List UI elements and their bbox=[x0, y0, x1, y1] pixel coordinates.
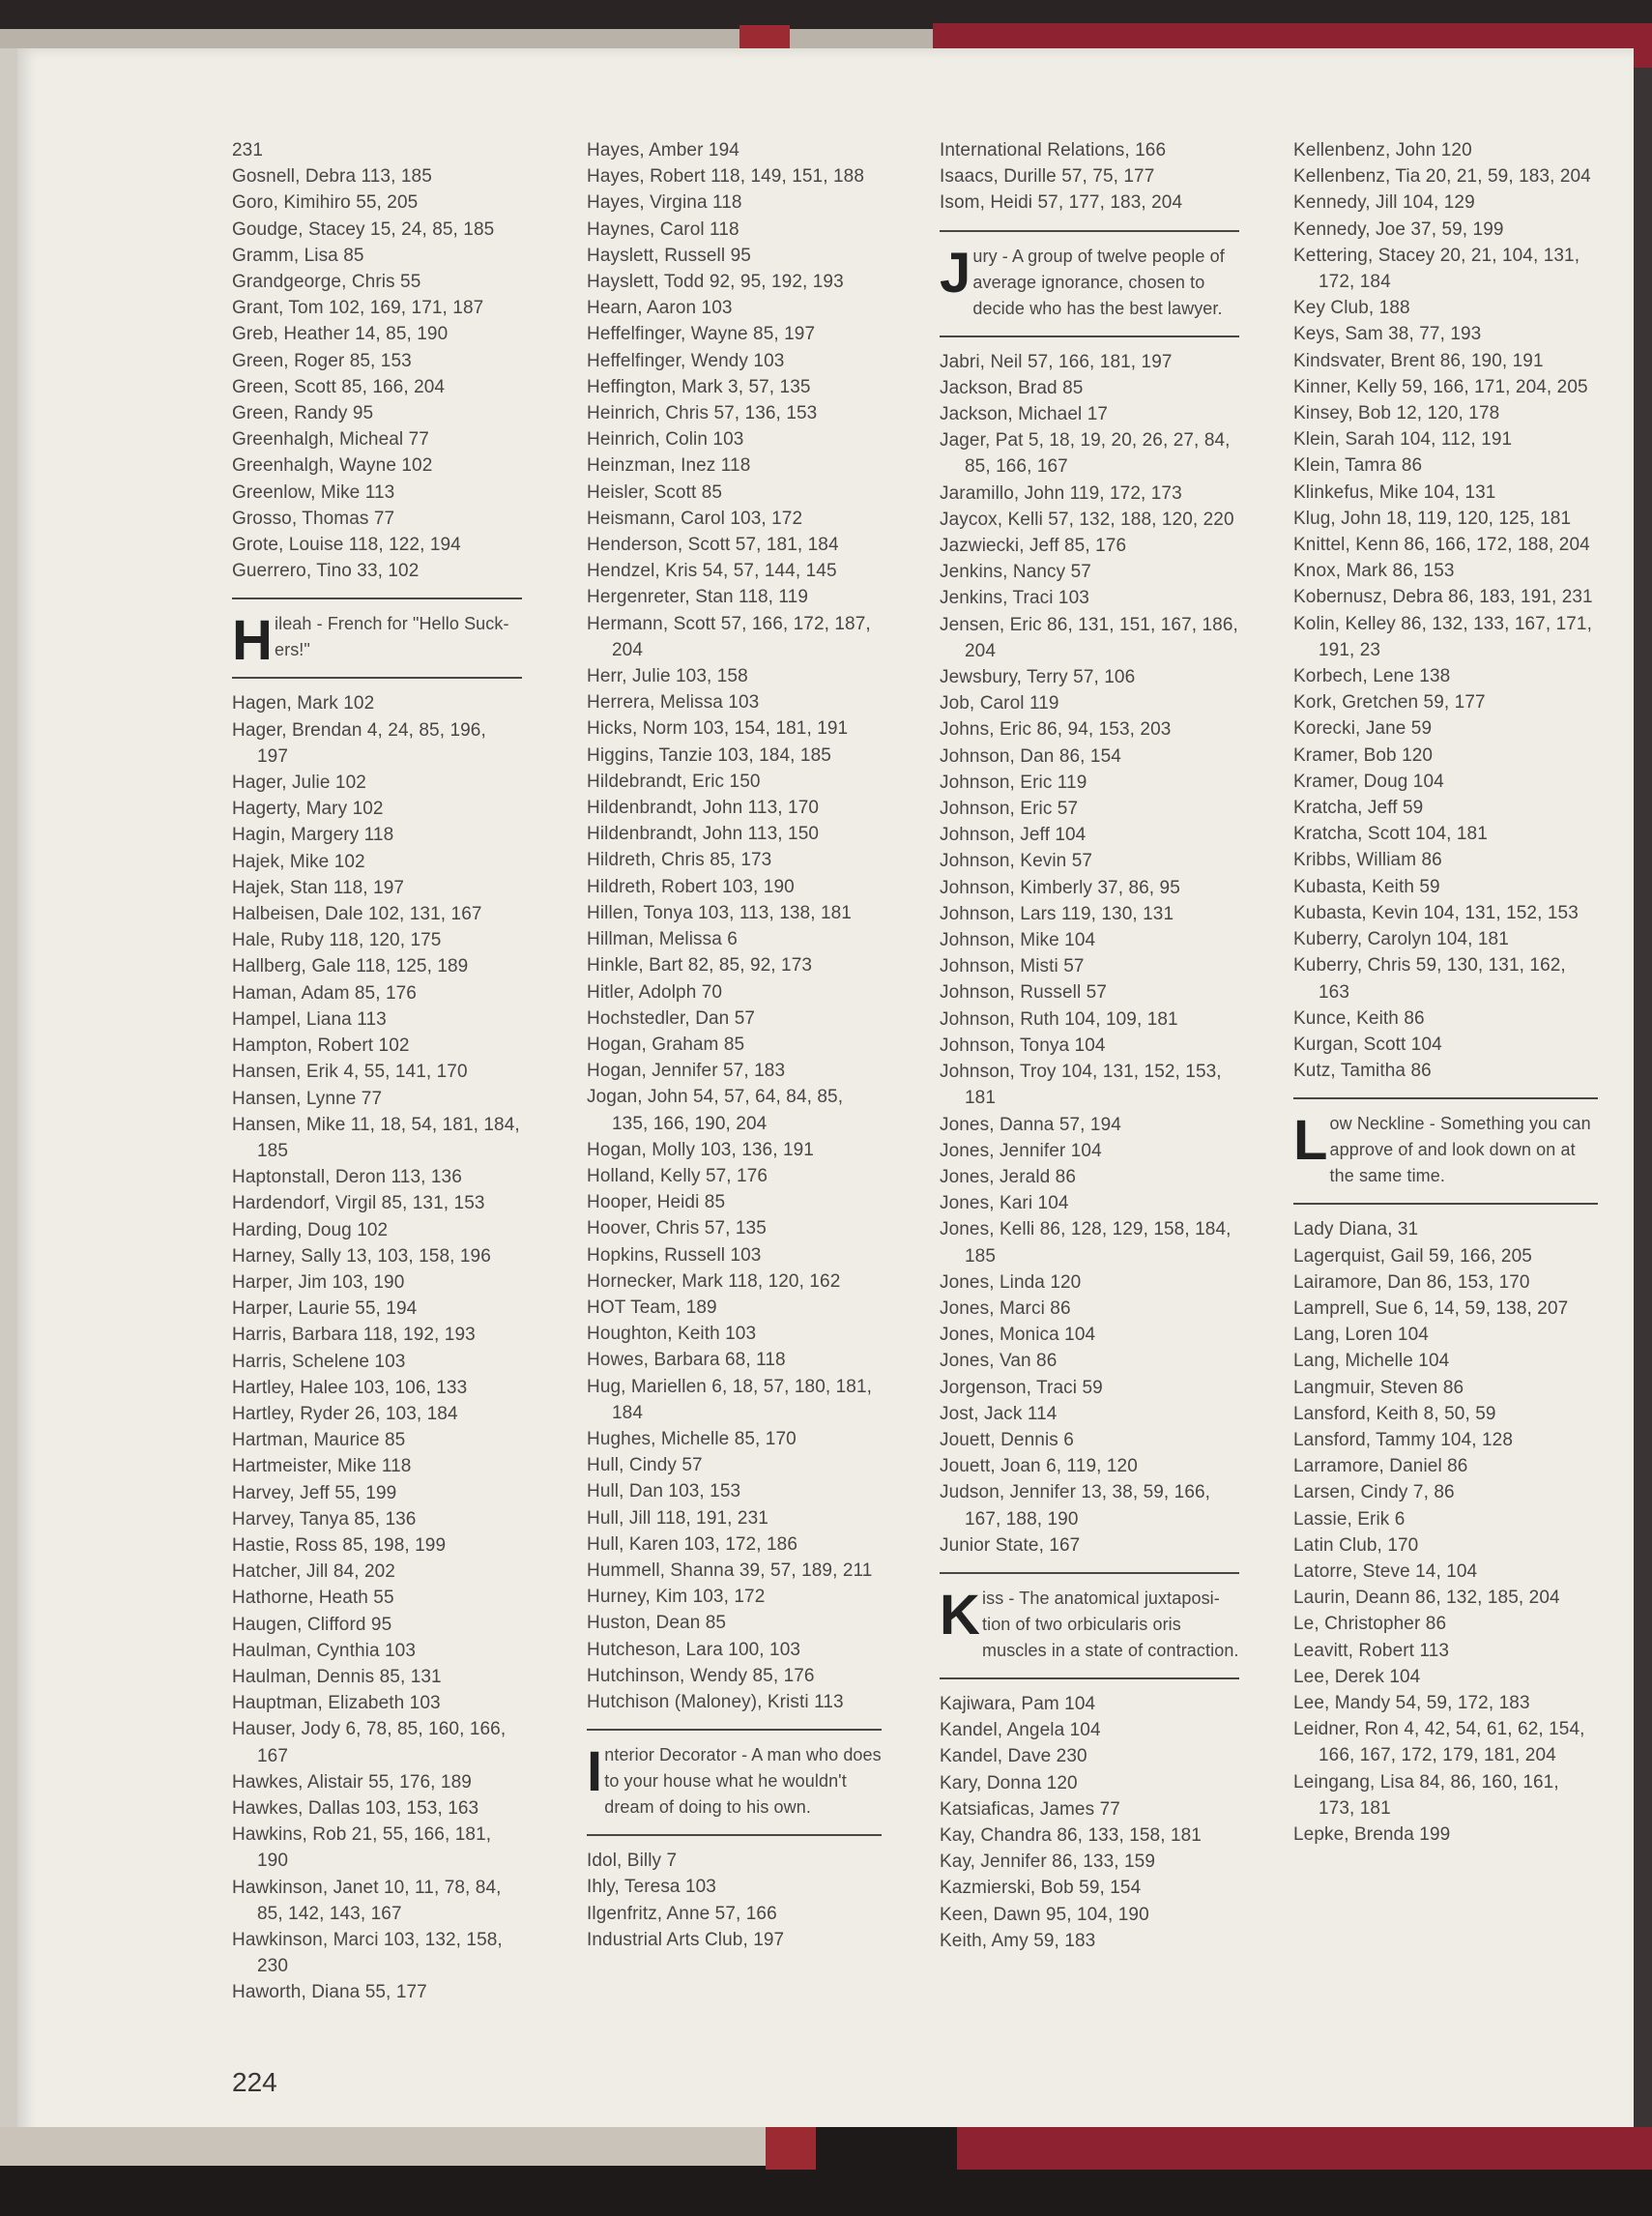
index-entry: Hillman, Melissa 6 bbox=[587, 929, 738, 950]
index-entry: Hampel, Liana 113 bbox=[232, 1008, 387, 1030]
index-entry: International Relations, 166 bbox=[940, 140, 1167, 160]
index-entry: Hartmeister, Mike 118 bbox=[232, 1456, 412, 1477]
index-entry: Kratcha, Jeff 59 bbox=[1293, 798, 1424, 819]
index-entry: Hildreth, Chris 85, 173 bbox=[587, 850, 772, 871]
index-entry: Hochstedler, Dan 57 bbox=[587, 1007, 756, 1029]
index-entry: Hajek, Stan 118, 197 bbox=[232, 877, 405, 898]
index-entry: Hergenreter, Stan 118, 119 bbox=[587, 587, 808, 608]
index-entry: Jorgenson, Traci 59 bbox=[940, 1377, 1103, 1398]
index-entry: Kinner, Kelly 59, 166, 171, 204, 205 bbox=[1293, 376, 1588, 397]
index-entry: Hogan, Graham 85 bbox=[587, 1034, 745, 1055]
index-entry: Lee, Mandy 54, 59, 172, 183 bbox=[1293, 1692, 1530, 1713]
index-entry: Lang, Michelle 104 bbox=[1293, 1351, 1450, 1372]
index-entry: Hansen, Erik 4, 55, 141, 170 bbox=[232, 1062, 468, 1083]
index-entry: Kay, Jennifer 86, 133, 159 bbox=[940, 1852, 1156, 1873]
index-entry: Ihly, Teresa 103 bbox=[587, 1877, 716, 1898]
index-entry: Gosnell, Debra 113, 185 bbox=[232, 166, 432, 188]
index-entry: Jouett, Joan 6, 119, 120 bbox=[940, 1456, 1138, 1477]
index-entry: Goro, Kimihiro 55, 205 bbox=[232, 192, 419, 214]
index-entry: Harris, Barbara 118, 192, 193 bbox=[232, 1325, 476, 1346]
index-entry: Klein, Sarah 104, 112, 191 bbox=[1293, 429, 1513, 451]
index-entry: Guerrero, Tino 33, 102 bbox=[232, 561, 420, 582]
entry-list bbox=[940, 137, 1239, 217]
index-entry: Jewsbury, Terry 57, 106 bbox=[940, 667, 1136, 688]
definition-box-i bbox=[587, 1729, 882, 1836]
index-entry: Leingang, Lisa 84, 86, 160, 161, 173, 181 bbox=[1293, 1771, 1559, 1819]
index-entry: Grandgeorge, Chris 55 bbox=[232, 272, 421, 293]
index-entry: Heisler, Scott 85 bbox=[587, 481, 723, 503]
index-entry: Kandel, Angela 104 bbox=[940, 1720, 1101, 1741]
index-entry: Hurney, Kim 103, 172 bbox=[587, 1587, 766, 1608]
index-entry: Klinkefus, Mike 104, 131 bbox=[1293, 481, 1496, 503]
index-entry: Jones, Linda 120 bbox=[940, 1271, 1082, 1293]
index-entry: Haynes, Carol 118 bbox=[587, 219, 739, 240]
index-entry: Hendzel, Kris 54, 57, 144, 145 bbox=[587, 561, 837, 582]
index-entry: Kobernusz, Debra 86, 183, 191, 231 bbox=[1293, 587, 1593, 608]
drop-cap: L bbox=[1293, 1109, 1328, 1173]
index-entry: Heffelfinger, Wendy 103 bbox=[587, 350, 785, 371]
definition-text: iss - The anatomical juxtaposi-tion of two orbicularis oris muscles in a state of contraction. bbox=[982, 1588, 1239, 1660]
bottom-edge-red-band bbox=[957, 2127, 1652, 2170]
index-entry: Hildenbrandt, John 113, 170 bbox=[587, 798, 820, 819]
index-entry: Kolin, Kelley 86, 132, 133, 167, 171, 191, 23 bbox=[1293, 613, 1592, 660]
index-entry: Hillen, Tonya 103, 113, 138, 181 bbox=[587, 902, 852, 923]
index-entry: Kellenbenz, Tia 20, 21, 59, 183, 204 bbox=[1293, 166, 1591, 188]
index-entry: Higgins, Tanzie 103, 184, 185 bbox=[587, 744, 831, 766]
index-entry: Kurgan, Scott 104 bbox=[1293, 1034, 1442, 1055]
index-entry: Hawkes, Dallas 103, 153, 163 bbox=[232, 1797, 479, 1819]
index-entry: Hauser, Jody 6, 78, 85, 160, 166, 167 bbox=[232, 1719, 507, 1766]
index-entry: Haugen, Clifford 95 bbox=[232, 1614, 392, 1635]
index-entry: Hummell, Shanna 39, 57, 189, 211 bbox=[587, 1560, 873, 1581]
index-entry: Johnson, Kimberly 37, 86, 95 bbox=[940, 877, 1180, 898]
index-entry: Johnson, Ruth 104, 109, 181 bbox=[940, 1008, 1178, 1030]
entry-list bbox=[232, 690, 522, 2005]
index-entry: Keys, Sam 38, 77, 193 bbox=[1293, 324, 1482, 345]
index-entry: Kindsvater, Brent 86, 190, 191 bbox=[1293, 350, 1544, 371]
index-entry: Kubasta, Keith 59 bbox=[1293, 876, 1440, 897]
index-entry: Isom, Heidi 57, 177, 183, 204 bbox=[940, 192, 1183, 214]
index-entry: Hull, Jill 118, 191, 231 bbox=[587, 1507, 768, 1529]
index-entry: Hopkins, Russell 103 bbox=[587, 1244, 762, 1266]
entry-list bbox=[1293, 1216, 1598, 1848]
index-entry: Hatcher, Jill 84, 202 bbox=[232, 1561, 395, 1583]
definition-text: ow Neckline - Something you can approve of and look down on at the same time. bbox=[1329, 1114, 1591, 1186]
index-entry: Kramer, Bob 120 bbox=[1293, 744, 1434, 766]
index-entry: Hayslett, Todd 92, 95, 192, 193 bbox=[587, 272, 844, 293]
index-entry: Howes, Barbara 68, 118 bbox=[587, 1350, 786, 1371]
index-entry: Herrera, Melissa 103 bbox=[587, 692, 760, 714]
index-entry: Hicks, Norm 103, 154, 181, 191 bbox=[587, 718, 849, 740]
index-entry: Lee, Derek 104 bbox=[1293, 1666, 1421, 1687]
index-entry: Hutcheson, Lara 100, 103 bbox=[587, 1639, 801, 1660]
index-entry: Jager, Pat 5, 18, 19, 20, 26, 27, 84, 85, 166, 167 bbox=[940, 430, 1231, 478]
index-entry: Henderson, Scott 57, 181, 184 bbox=[587, 535, 839, 556]
index-entry: Hull, Dan 103, 153 bbox=[587, 1481, 741, 1502]
index-entry: Latorre, Steve 14, 104 bbox=[1293, 1560, 1478, 1582]
index-entry: Heismann, Carol 103, 172 bbox=[587, 508, 803, 529]
index-entry: Keith, Amy 59, 183 bbox=[940, 1930, 1096, 1951]
index-entry: Hathorne, Heath 55 bbox=[232, 1588, 394, 1609]
index-entry: Jaycox, Kelli 57, 132, 188, 120, 220 bbox=[940, 509, 1234, 530]
index-entry: Le, Christopher 86 bbox=[1293, 1614, 1447, 1635]
drop-cap: I bbox=[587, 1740, 603, 1804]
index-entry: Kratcha, Scott 104, 181 bbox=[1293, 824, 1488, 845]
index-entry: Hornecker, Mark 118, 120, 162 bbox=[587, 1270, 841, 1292]
definition-text: ileah - French for "Hello Suck-ers!" bbox=[275, 614, 509, 660]
index-entry: Idol, Billy 7 bbox=[587, 1851, 678, 1872]
index-entry: Jabri, Neil 57, 166, 181, 197 bbox=[940, 351, 1173, 372]
index-entry: Halbeisen, Dale 102, 131, 167 bbox=[232, 904, 482, 925]
index-entry: Hardendorf, Virgil 85, 131, 153 bbox=[232, 1193, 485, 1214]
index-entry: Kettering, Stacey 20, 21, 104, 131, 172, 184 bbox=[1293, 245, 1580, 293]
index-entry: Harney, Sally 13, 103, 158, 196 bbox=[232, 1245, 491, 1267]
index-entry: Harper, Laurie 55, 194 bbox=[232, 1298, 418, 1320]
index-entry: Harris, Schelene 103 bbox=[232, 1351, 406, 1372]
definition-box-h bbox=[232, 598, 522, 679]
index-entry: Heinrich, Chris 57, 136, 153 bbox=[587, 403, 818, 424]
index-entry: Hawkins, Rob 21, 55, 166, 181, 190 bbox=[232, 1824, 492, 1872]
index-entry: Leavitt, Robert 113 bbox=[1293, 1640, 1450, 1661]
index-entry: Korbech, Lene 138 bbox=[1293, 666, 1451, 687]
bottom-edge-light-strip bbox=[0, 2127, 766, 2166]
index-entry: Keen, Dawn 95, 104, 190 bbox=[940, 1904, 1149, 1925]
index-entry: Kennedy, Joe 37, 59, 199 bbox=[1293, 219, 1504, 240]
index-entry: Heinzman, Inez 118 bbox=[587, 455, 751, 477]
index-entry: Jones, Kelli 86, 128, 129, 158, 184, 185 bbox=[940, 1219, 1232, 1267]
index-entry: Kuberry, Chris 59, 130, 131, 162, 163 bbox=[1293, 955, 1566, 1003]
bottom-book-edge bbox=[0, 2127, 1652, 2216]
index-entry: Jones, Jennifer 104 bbox=[940, 1140, 1102, 1161]
index-entry: Green, Randy 95 bbox=[232, 403, 374, 424]
index-entry: Hull, Karen 103, 172, 186 bbox=[587, 1533, 797, 1555]
index-entry: Jones, Kari 104 bbox=[940, 1193, 1069, 1214]
index-entry: Kunce, Keith 86 bbox=[1293, 1007, 1425, 1029]
entry-list bbox=[587, 1848, 882, 1953]
index-entry: Haulman, Dennis 85, 131 bbox=[232, 1666, 442, 1687]
entry-list bbox=[587, 137, 882, 1715]
index-entry: Jazwiecki, Jeff 85, 176 bbox=[940, 536, 1127, 557]
index-entry: Hinkle, Bart 82, 85, 92, 173 bbox=[587, 955, 813, 977]
index-entry: Jones, Jerald 86 bbox=[940, 1166, 1077, 1187]
index-entry: Hagen, Mark 102 bbox=[232, 693, 375, 714]
index-entry: Hitler, Adolph 70 bbox=[587, 981, 723, 1003]
index-entry: Hearn, Aaron 103 bbox=[587, 298, 733, 319]
index-entry: Leidner, Ron 4, 42, 54, 61, 62, 154, 166, 167, 172, 179, 181, 204 bbox=[1293, 1719, 1585, 1766]
index-entry: Johnson, Russell 57 bbox=[940, 982, 1108, 1004]
index-entry: Heffington, Mark 3, 57, 135 bbox=[587, 376, 811, 397]
index-entry: Johnson, Tonya 104 bbox=[940, 1035, 1106, 1056]
index-entry: Knittel, Kenn 86, 166, 172, 188, 204 bbox=[1293, 535, 1590, 556]
index-entry: Katsiaficas, James 77 bbox=[940, 1798, 1120, 1820]
entry-list bbox=[1293, 137, 1598, 1084]
index-entry: Kennedy, Jill 104, 129 bbox=[1293, 192, 1475, 214]
index-entry: Hauptman, Elizabeth 103 bbox=[232, 1693, 441, 1714]
index-entry: Hogan, Jennifer 57, 183 bbox=[587, 1061, 786, 1082]
index-entry: Hildreth, Robert 103, 190 bbox=[587, 876, 795, 897]
index-entry: Kribbs, William 86 bbox=[1293, 850, 1442, 871]
index-entry: Heffelfinger, Wayne 85, 197 bbox=[587, 324, 816, 345]
index-entry: Johnson, Misti 57 bbox=[940, 956, 1085, 977]
index-entry: Hager, Julie 102 bbox=[232, 773, 366, 794]
index-entry: Greenhalgh, Wayne 102 bbox=[232, 455, 433, 477]
index-entry: Jackson, Brad 85 bbox=[940, 377, 1084, 398]
definition-box-j bbox=[940, 230, 1239, 337]
index-entry: Hughes, Michelle 85, 170 bbox=[587, 1428, 797, 1449]
index-entry: Lepke, Brenda 199 bbox=[1293, 1823, 1451, 1845]
index-column-3 bbox=[940, 137, 1239, 1954]
index-entry: Heinrich, Colin 103 bbox=[587, 429, 744, 451]
index-entry: Lassie, Erik 6 bbox=[1293, 1508, 1406, 1530]
index-entry: Hartley, Ryder 26, 103, 184 bbox=[232, 1403, 458, 1424]
index-entry: Hutchinson, Wendy 85, 176 bbox=[587, 1665, 815, 1686]
index-entry: Greenhalgh, Micheal 77 bbox=[232, 429, 429, 451]
index-entry: Kuberry, Carolyn 104, 181 bbox=[1293, 929, 1509, 950]
index-entry: Hagin, Margery 118 bbox=[232, 825, 394, 846]
index-entry: Hale, Ruby 118, 120, 175 bbox=[232, 930, 442, 951]
index-entry: Judson, Jennifer 13, 38, 59, 166, 167, 188, 190 bbox=[940, 1482, 1211, 1530]
index-entry: Johnson, Eric 57 bbox=[940, 799, 1079, 820]
index-entry: Knox, Mark 86, 153 bbox=[1293, 561, 1455, 582]
index-entry: Kubasta, Kevin 104, 131, 152, 153 bbox=[1293, 902, 1579, 923]
index-entry: Hawkinson, Marci 103, 132, 158, 230 bbox=[232, 1930, 503, 1977]
index-entry: Hawkes, Alistair 55, 176, 189 bbox=[232, 1771, 472, 1793]
index-entry: Grant, Tom 102, 169, 171, 187 bbox=[232, 298, 484, 319]
drop-cap: H bbox=[232, 609, 273, 673]
index-entry: Lamprell, Sue 6, 14, 59, 138, 207 bbox=[1293, 1298, 1569, 1319]
index-entry: Johnson, Troy 104, 131, 152, 153, 181 bbox=[940, 1062, 1222, 1109]
bottom-edge-red-mark bbox=[766, 2127, 816, 2170]
index-entry: Kinsey, Bob 12, 120, 178 bbox=[1293, 403, 1500, 424]
index-entry: Greb, Heather 14, 85, 190 bbox=[232, 324, 449, 345]
index-entry: Harvey, Tanya 85, 136 bbox=[232, 1508, 417, 1530]
index-entry: Jackson, Michael 17 bbox=[940, 404, 1109, 425]
index-entry: Johnson, Jeff 104 bbox=[940, 825, 1087, 846]
index-entry: Hermann, Scott 57, 166, 172, 187, 204 bbox=[587, 613, 871, 660]
index-entry: Hogan, Molly 103, 136, 191 bbox=[587, 1139, 814, 1160]
definition-text: ury - A group of twelve people of average ignorance, chosen to decide who has the best lawyer. bbox=[972, 246, 1225, 318]
drop-cap: K bbox=[940, 1583, 980, 1647]
index-entry: Greenlow, Mike 113 bbox=[232, 481, 395, 503]
index-entry: Klug, John 18, 119, 120, 125, 181 bbox=[1293, 508, 1572, 529]
index-entry: Hooper, Heidi 85 bbox=[587, 1192, 726, 1213]
index-entry: Lairamore, Dan 86, 153, 170 bbox=[1293, 1271, 1530, 1293]
entry-list bbox=[940, 1691, 1239, 1954]
index-entry: Johnson, Eric 119 bbox=[940, 772, 1087, 793]
index-entry: Lansford, Tammy 104, 128 bbox=[1293, 1429, 1514, 1450]
index-entry: Gramm, Lisa 85 bbox=[232, 245, 364, 266]
index-entry: Lady Diana, 31 bbox=[1293, 1219, 1419, 1240]
index-entry: Johnson, Mike 104 bbox=[940, 930, 1096, 951]
index-entry: Hildebrandt, Eric 150 bbox=[587, 771, 761, 792]
index-entry: Haworth, Diana 55, 177 bbox=[232, 1982, 427, 2003]
index-entry: Hansen, Mike 11, 18, 54, 181, 184, 185 bbox=[232, 1114, 520, 1161]
index-entry: Korecki, Jane 59 bbox=[1293, 718, 1433, 740]
index-entry: Haptonstall, Deron 113, 136 bbox=[232, 1167, 462, 1188]
drop-cap: J bbox=[940, 241, 971, 305]
index-entry: Haman, Adam 85, 176 bbox=[232, 982, 417, 1004]
index-entry: Kajiwara, Pam 104 bbox=[940, 1693, 1096, 1714]
index-entry: Jouett, Dennis 6 bbox=[940, 1429, 1074, 1450]
index-entry: Langmuir, Steven 86 bbox=[1293, 1377, 1464, 1398]
index-column-1 bbox=[232, 137, 522, 2006]
index-entry: Kutz, Tamitha 86 bbox=[1293, 1061, 1432, 1082]
entry-list bbox=[232, 137, 522, 584]
index-entry: Industrial Arts Club, 197 bbox=[587, 1929, 785, 1950]
index-entry: Hutchison (Maloney), Kristi 113 bbox=[587, 1691, 844, 1712]
index-entry: Holland, Kelly 57, 176 bbox=[587, 1165, 768, 1186]
index-entry: Hager, Brendan 4, 24, 85, 196, 197 bbox=[232, 719, 486, 767]
index-entry: Jensen, Eric 86, 131, 151, 167, 186, 204 bbox=[940, 614, 1238, 661]
index-entry: Huston, Dean 85 bbox=[587, 1613, 727, 1634]
index-entry: Kandel, Dave 230 bbox=[940, 1746, 1087, 1767]
index-entry: Hayes, Robert 118, 149, 151, 188 bbox=[587, 166, 864, 188]
index-entry: Hampton, Robert 102 bbox=[232, 1035, 410, 1057]
page-number: 224 bbox=[232, 2067, 277, 2097]
index-entry: Green, Scott 85, 166, 204 bbox=[232, 376, 446, 397]
index-entry: Johnson, Dan 86, 154 bbox=[940, 745, 1121, 767]
index-entry: Kork, Gretchen 59, 177 bbox=[1293, 692, 1486, 714]
definition-text: nterior Decorator - A man who does to your house what he wouldn't dream of doing to his own. bbox=[604, 1745, 882, 1818]
definition-box-l bbox=[1293, 1097, 1598, 1205]
index-entry: Jones, Van 86 bbox=[940, 1351, 1058, 1372]
index-entry: Harvey, Jeff 55, 199 bbox=[232, 1482, 397, 1503]
index-entry: Klein, Tamra 86 bbox=[1293, 455, 1423, 477]
index-entry: 231 bbox=[232, 140, 264, 160]
index-entry: Goudge, Stacey 15, 24, 85, 185 bbox=[232, 219, 495, 240]
index-entry: Hayes, Virgina 118 bbox=[587, 192, 742, 214]
index-entry: Hastie, Ross 85, 198, 199 bbox=[232, 1534, 447, 1556]
index-entry: Green, Roger 85, 153 bbox=[232, 350, 412, 371]
index-entry: Hayslett, Russell 95 bbox=[587, 245, 751, 266]
index-entry: Grosso, Thomas 77 bbox=[232, 508, 395, 529]
index-entry: Jones, Marci 86 bbox=[940, 1298, 1071, 1319]
index-entry: Hawkinson, Janet 10, 11, 78, 84, 85, 142, 143, 167 bbox=[232, 1877, 502, 1924]
entry-list bbox=[940, 349, 1239, 1559]
index-entry: Jogan, John 54, 57, 64, 84, 85, 135, 166, 190, 204 bbox=[587, 1087, 844, 1134]
index-entry: Ilgenfritz, Anne 57, 166 bbox=[587, 1903, 777, 1924]
index-entry: Hajek, Mike 102 bbox=[232, 851, 365, 872]
index-entry: Johnson, Kevin 57 bbox=[940, 851, 1093, 872]
index-entry: Haulman, Cynthia 103 bbox=[232, 1640, 416, 1661]
index-entry: Hagerty, Mary 102 bbox=[232, 799, 384, 820]
index-entry: Lansford, Keith 8, 50, 59 bbox=[1293, 1403, 1496, 1424]
index-entry: Hallberg, Gale 118, 125, 189 bbox=[232, 956, 469, 977]
index-column-2 bbox=[587, 137, 882, 1953]
index-entry: Job, Carol 119 bbox=[940, 693, 1059, 714]
index-entry: Hull, Cindy 57 bbox=[587, 1455, 703, 1476]
index-entry: Harper, Jim 103, 190 bbox=[232, 1271, 405, 1293]
index-entry: Harding, Doug 102 bbox=[232, 1219, 389, 1240]
index-entry: Hayes, Amber 194 bbox=[587, 140, 739, 160]
index-entry: Houghton, Keith 103 bbox=[587, 1324, 757, 1345]
index-entry: HOT Team, 189 bbox=[587, 1297, 717, 1318]
index-entry: Johns, Eric 86, 94, 153, 203 bbox=[940, 719, 1172, 741]
definition-box-k bbox=[940, 1572, 1239, 1679]
index-entry: Jaramillo, John 119, 172, 173 bbox=[940, 482, 1182, 504]
index-entry: Jones, Monica 104 bbox=[940, 1325, 1096, 1346]
index-entry: Grote, Louise 118, 122, 194 bbox=[232, 535, 461, 556]
index-entry: Hildenbrandt, John 113, 150 bbox=[587, 824, 820, 845]
index-entry: Kellenbenz, John 120 bbox=[1293, 140, 1472, 160]
index-entry: Hartman, Maurice 85 bbox=[232, 1430, 406, 1451]
index-entry: Kary, Donna 120 bbox=[940, 1772, 1078, 1793]
index-entry: Hoover, Chris 57, 135 bbox=[587, 1218, 767, 1239]
index-entry: Jones, Danna 57, 194 bbox=[940, 1114, 1121, 1135]
index-entry: Hansen, Lynne 77 bbox=[232, 1088, 383, 1109]
index-entry: Lang, Loren 104 bbox=[1293, 1325, 1429, 1346]
index-entry: Johnson, Lars 119, 130, 131 bbox=[940, 903, 1174, 924]
index-entry: Hug, Mariellen 6, 18, 57, 180, 181, 184 bbox=[587, 1376, 873, 1423]
index-entry: Larramore, Daniel 86 bbox=[1293, 1456, 1468, 1477]
index-entry: Isaacs, Durille 57, 75, 177 bbox=[940, 166, 1155, 188]
index-entry: Kramer, Doug 104 bbox=[1293, 771, 1444, 792]
index-entry: Latin Club, 170 bbox=[1293, 1534, 1419, 1556]
index-entry: Jenkins, Traci 103 bbox=[940, 588, 1089, 609]
index-column-4 bbox=[1293, 137, 1598, 1848]
index-entry: Laurin, Deann 86, 132, 185, 204 bbox=[1293, 1588, 1560, 1609]
index-entry: Herr, Julie 103, 158 bbox=[587, 666, 748, 687]
index-entry: Kay, Chandra 86, 133, 158, 181 bbox=[940, 1824, 1202, 1846]
index-entry: Larsen, Cindy 7, 86 bbox=[1293, 1482, 1455, 1503]
binding-edge bbox=[0, 48, 17, 2146]
index-entry: Key Club, 188 bbox=[1293, 298, 1410, 319]
index-entry: Jost, Jack 114 bbox=[940, 1403, 1058, 1424]
index-entry: Hartley, Halee 103, 106, 133 bbox=[232, 1377, 468, 1398]
index-entry: Kazmierski, Bob 59, 154 bbox=[940, 1878, 1142, 1899]
index-entry: Lagerquist, Gail 59, 166, 205 bbox=[1293, 1245, 1532, 1267]
index-entry: Junior State, 167 bbox=[940, 1534, 1081, 1556]
index-entry: Jenkins, Nancy 57 bbox=[940, 562, 1091, 583]
